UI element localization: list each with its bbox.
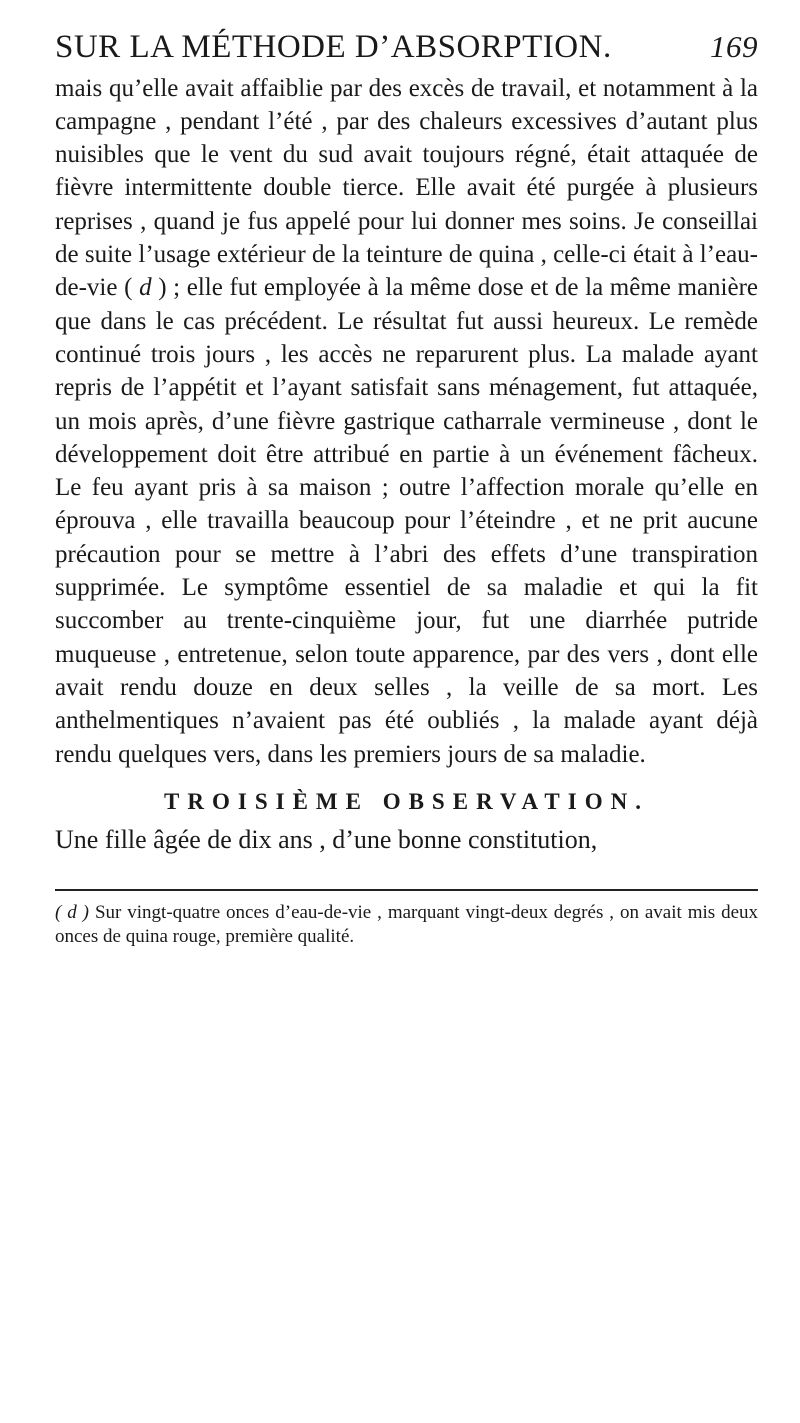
section-first-line: Une fille âgée de dix ans , d’une bonne constitution, bbox=[55, 824, 598, 854]
footnote bbox=[55, 901, 758, 949]
main-paragraph bbox=[55, 72, 758, 771]
section-heading: TROISIÈME OBSERVATION. bbox=[164, 788, 649, 814]
paragraph bbox=[55, 72, 758, 771]
footnote-divider bbox=[55, 889, 758, 891]
footnote-label: ( d ) bbox=[55, 901, 90, 923]
page-number: 169 bbox=[710, 29, 758, 64]
running-header bbox=[55, 28, 758, 68]
paragraph-text-after-note: ) ; elle fut employée à la même dose et de la même manière que dans le cas précédent. Le résultat fut aussi heureux. Le remède continué trois jours , les accès ne reparurent plus. La malade ayant repris de l’appétit et l’ayant satisfait sans ménagement, fut attaquée, un mois après, d’une fièvre gastrique catharrale vermineuse , dont le développement doit être attribué en partie à un événement fâcheux. Le feu ayant pris à sa maison ; outre l’affection morale qu’elle en éprouva , elle travailla beaucoup pour l’éteindre , et ne prit aucune précaution pour se mettre à l’abri des effets d’une transpiration supprimée. Le symptôme essentiel de sa maladie et qui la fit succomber au trente-cinquième jour, fut une diarrhée putride muqueuse , entretenue, selon toute apparence, par des vers , dont elle avait rendu douze en deux selles , la veille de sa mort. Les anthelmentiques n’avaient pas été oubliés , la malade ayant déjà rendu quelques vers, dans les premiers jours de sa maladie. bbox=[55, 274, 759, 768]
footnote-reference: d bbox=[139, 274, 152, 302]
paragraph-text-before-note: mais qu’elle avait affaiblie par des excès de travail, et notamment à la campagne , pendant l’été , par des chaleurs excessives d’autant plus nuisibles que le vent du sud avait toujours régné, était attaquée de fièvre intermittente double tierce. Elle avait été purgée à plusieurs reprises , quand je fus appelé pour lui donner mes soins. Je conseillai de suite l’usage extérieur de la teinture de quina , celle-ci était à l’eau-de-vie ( bbox=[55, 74, 758, 302]
footnote-text: Sur vingt-quatre onces d’eau-de-vie , marquant vingt-deux degrés , on avait mis deux onces de quina rouge, première qualité. bbox=[55, 901, 759, 947]
running-title: SUR LA MÉTHODE D’ABSORPTION. bbox=[55, 29, 612, 65]
